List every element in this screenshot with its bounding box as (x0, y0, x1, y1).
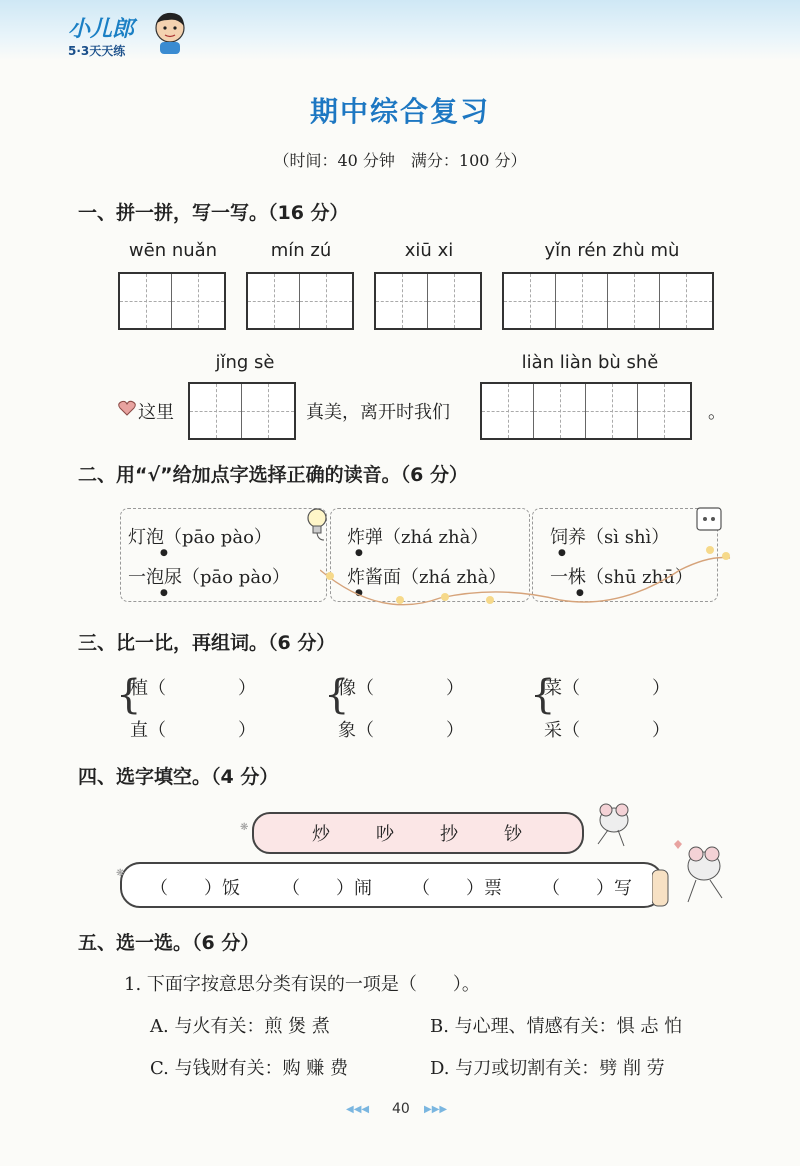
emphasis-dot: ● (160, 588, 168, 598)
writing-grid[interactable] (188, 382, 296, 440)
pinyin-label: wēn nuǎn (128, 240, 218, 261)
choice-char: 钞 (504, 824, 522, 845)
fill-blank[interactable]: （ ）闹 (282, 878, 372, 899)
choice-char: 抄 (440, 824, 458, 845)
page-title: 期中综合复习 (309, 95, 490, 128)
section-3-heading: 三、比一比，再组词。（6 分） (78, 632, 336, 654)
emphasis-dot: ● (160, 548, 168, 558)
scroll-decoration: ❋ (116, 868, 125, 879)
next-arrows-icon: ▶▶▶ (424, 1104, 448, 1115)
mouse-with-heart-icon (652, 836, 742, 920)
emphasis-dot: ● (355, 548, 363, 558)
pinyin-label: liàn liàn bù shě (521, 352, 659, 373)
pinyin-label: yǐn rén zhù mù (544, 240, 680, 261)
heart-icon (118, 400, 136, 416)
choice-scroll (252, 812, 584, 854)
prev-arrows-icon: ◀◀◀ (346, 1104, 370, 1115)
compare-word[interactable]: 菜（ ） (544, 678, 670, 699)
compare-word[interactable]: 象（ ） (338, 720, 464, 741)
writing-grid[interactable] (118, 272, 226, 330)
mouse-icon (578, 800, 638, 856)
reading-item[interactable]: 一株（shū zhū） (550, 567, 693, 588)
page-number: 40 (392, 1101, 410, 1117)
writing-grid[interactable] (502, 272, 714, 330)
power-socket-icon (694, 506, 724, 538)
option-c[interactable]: C. 与钱财有关：购 赚 费 (150, 1058, 349, 1079)
option-a[interactable]: A. 与火有关：煎 煲 煮 (150, 1016, 330, 1037)
compare-word[interactable]: 直（ ） (130, 720, 256, 741)
emphasis-dot: ● (355, 588, 363, 598)
reading-item[interactable]: 饲养（sì shì） (550, 527, 670, 548)
reading-item[interactable]: 炸酱面（zhá zhà） (347, 567, 507, 588)
emphasis-dot: ● (576, 588, 584, 598)
brace: { (530, 672, 556, 718)
section-2-heading: 二、用“√”给加点字选择正确的读音。（6 分） (78, 464, 468, 486)
pinyin-label: mín zú (270, 240, 332, 261)
exam-info: （时间：40 分钟 满分：100 分） (273, 151, 527, 170)
option-d[interactable]: D. 与刀或切割有关：劈 削 劳 (430, 1058, 665, 1079)
option-b[interactable]: B. 与心理、情感有关：惧 忐 怕 (430, 1016, 683, 1037)
section-5-heading: 五、选一选。（6 分） (78, 932, 260, 954)
pinyin-label: jǐng sè (215, 352, 275, 373)
boy-mascot-icon (150, 10, 190, 54)
emphasis-dot: ● (558, 548, 566, 558)
brace: { (324, 672, 350, 718)
choice-char: 炒 (312, 824, 330, 845)
scroll-decoration: ❋ (240, 822, 249, 833)
reading-item[interactable]: 一泡尿（pāo pào） (128, 567, 290, 588)
reading-item[interactable]: 灯泡（pāo pào） (128, 527, 272, 548)
writing-grid[interactable] (246, 272, 354, 330)
choice-char: 吵 (376, 824, 394, 845)
sentence-start: 这里 (138, 402, 174, 423)
fill-blank[interactable]: （ ）饭 (150, 878, 240, 899)
sentence-middle: 真美，离开时我们 (306, 402, 450, 423)
compare-word[interactable]: 像（ ） (338, 678, 464, 699)
section-1-heading: 一、拼一拼，写一写。（16 分） (78, 202, 349, 224)
brand-logo: 小儿郎 (68, 17, 135, 42)
question-1: 1. 下面字按意思分类有误的一项是（ ）。 (124, 974, 480, 995)
compare-word[interactable]: 采（ ） (544, 720, 670, 741)
sentence-end: 。 (708, 402, 726, 423)
section-4-heading: 四、选字填空。（4 分） (78, 766, 279, 788)
writing-grid[interactable] (480, 382, 692, 440)
writing-grid[interactable] (374, 272, 482, 330)
compare-word[interactable]: 植（ ） (130, 678, 256, 699)
series-label: 5·3天天练 (68, 44, 126, 58)
fill-blank[interactable]: （ ）票 (412, 878, 502, 899)
fill-blank[interactable]: （ ）写 (542, 878, 632, 899)
light-string-icon (320, 540, 740, 614)
pinyin-label: xiū xi (404, 240, 454, 261)
reading-item[interactable]: 炸弹（zhá zhà） (347, 527, 489, 548)
brace: { (116, 672, 142, 718)
